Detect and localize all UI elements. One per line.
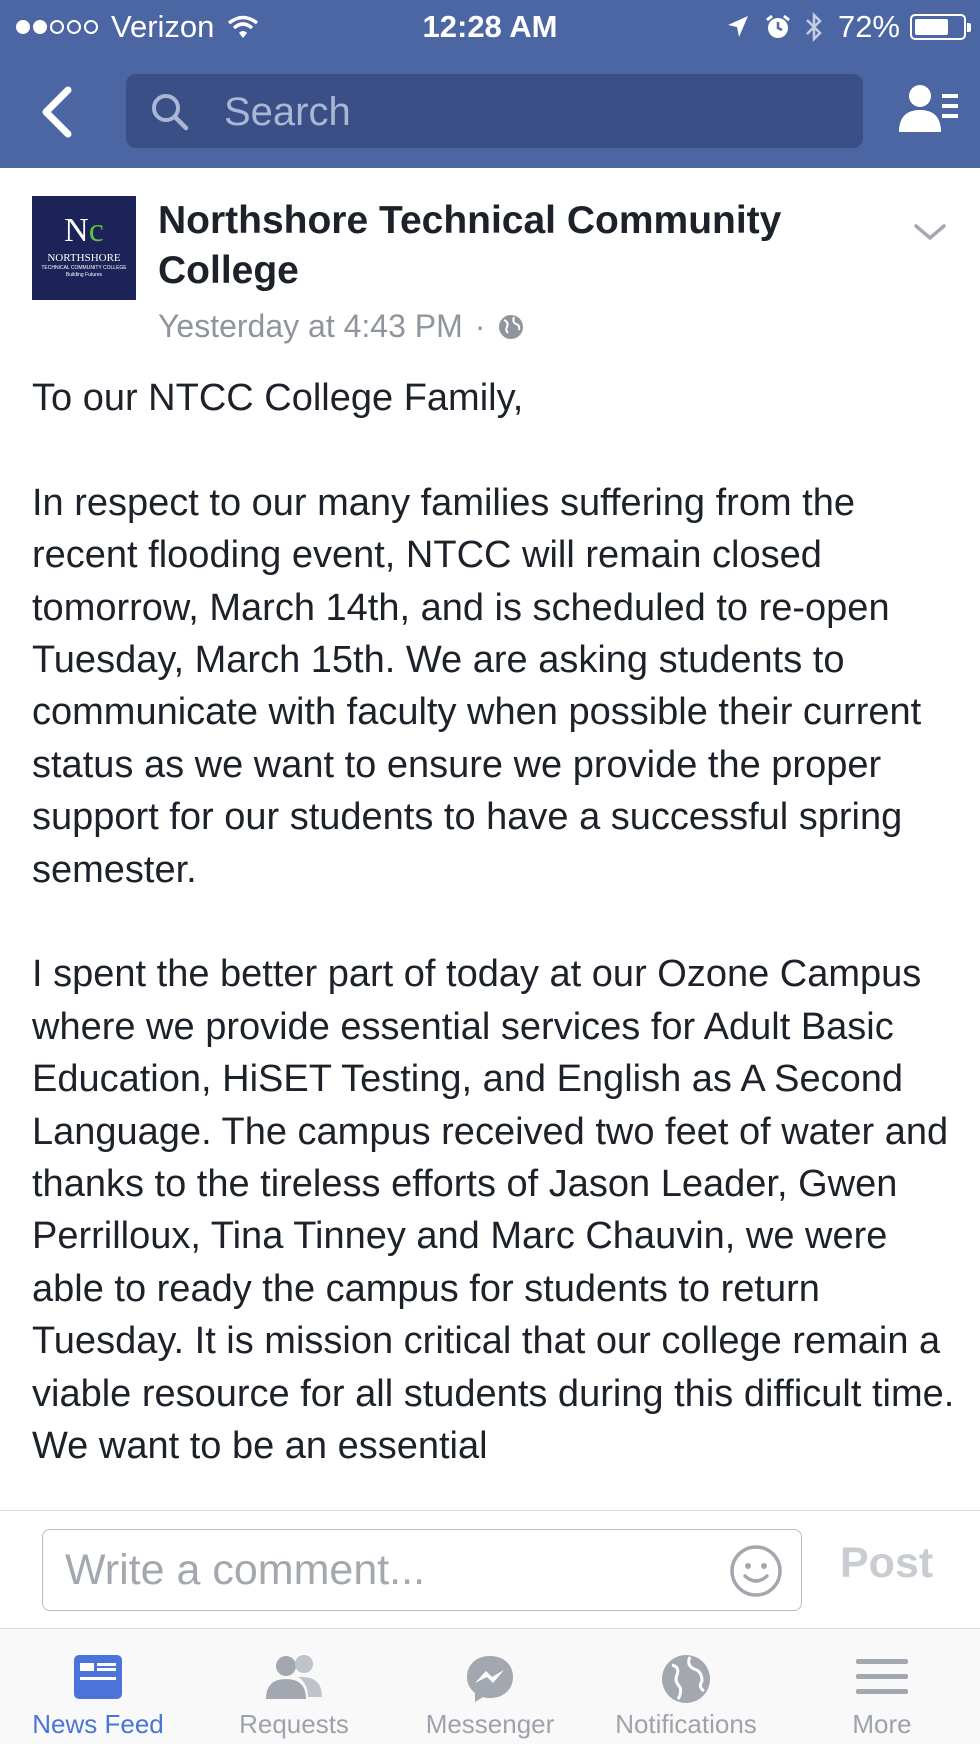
friend-list-icon[interactable]: [896, 82, 960, 136]
status-bar: [0, 0, 980, 56]
bottom-tab-bar: [0, 1628, 980, 1744]
location-arrow-icon: [726, 14, 750, 40]
comment-input[interactable]: [42, 1529, 802, 1611]
carrier-name: Verizon: [111, 9, 215, 44]
post-timestamp[interactable]: Yesterday at 4:43 PM: [158, 308, 463, 344]
requests-icon: [264, 1653, 324, 1701]
post-card: [0, 168, 980, 1510]
tab-label: Messenger: [425, 1709, 555, 1739]
tab-label: Requests: [239, 1709, 349, 1739]
clock: 12:28 AM: [422, 9, 558, 44]
post-body: [32, 372, 962, 1510]
notifications-globe-icon: [660, 1653, 712, 1705]
comment-placeholder: Write a comment...: [65, 1546, 426, 1594]
globe-icon: [497, 313, 525, 341]
page-name-link[interactable]: Northshore Technical Community College: [158, 199, 782, 292]
logo-wordmark: NORTHSHORE: [47, 252, 121, 264]
tab-label: Notifications: [615, 1709, 757, 1739]
tab-more[interactable]: [784, 1629, 980, 1744]
status-icons: [726, 9, 966, 45]
logo-tagline: Building Futures: [65, 272, 103, 278]
meta-separator: ·: [474, 308, 486, 344]
alarm-icon: [764, 13, 792, 41]
comment-composer: [0, 1510, 980, 1629]
messenger-icon: [464, 1653, 516, 1705]
tab-label: News Feed: [32, 1709, 164, 1739]
bluetooth-icon: [804, 12, 824, 42]
page-avatar[interactable]: [32, 196, 136, 300]
top-bar: [0, 0, 980, 168]
logo-monogram: Nc: [64, 212, 104, 249]
chevron-down-icon[interactable]: [912, 220, 948, 244]
tab-messenger[interactable]: [392, 1629, 588, 1744]
search-placeholder: Search: [224, 90, 351, 134]
post-paragraph: I spent the better part of today at our Ozone Campus where we provide essential services for Adult Basic Education, HiSET Testing, and English as A Second Language. The campus received two feet of water and thanks to the tireless efforts of Jason Leader, Gwen Perrilloux, Tina Tinney and Marc Chauvin, we were able to ready the campus for students to return Tuesday. It is mission critical that our college remain a viable resource for all students during this difficult time. We want to be an essential: [32, 953, 955, 1468]
post-paragraph: To our NTCC College Family,: [32, 377, 524, 419]
back-chevron-icon[interactable]: [38, 84, 78, 140]
search-input[interactable]: [126, 74, 863, 148]
tab-news-feed[interactable]: [0, 1629, 196, 1744]
search-icon: [148, 90, 192, 134]
tab-label: More: [852, 1709, 912, 1739]
battery-icon: [910, 14, 966, 40]
news-feed-icon: [72, 1653, 124, 1701]
battery-percent: 72%: [837, 9, 900, 44]
tab-notifications[interactable]: [588, 1629, 784, 1744]
post-meta: [158, 308, 525, 345]
emoji-smiley-icon[interactable]: [729, 1544, 783, 1598]
logo-subline: TECHNICAL COMMUNITY COLLEGE: [41, 265, 127, 271]
post-comment-button[interactable]: Post: [840, 1539, 934, 1587]
more-menu-icon: [854, 1653, 910, 1701]
tab-requests[interactable]: [196, 1629, 392, 1744]
post-paragraph: In respect to our many families suffering from the recent flooding event, NTCC will remain closed tomorrow, March 14th, and is scheduled to re-open Tuesday, March 15th. We are asking students to communicate with faculty when possible their current status as we want to ensure we provide the proper support for our students to have a successful spring semester.: [32, 481, 922, 891]
